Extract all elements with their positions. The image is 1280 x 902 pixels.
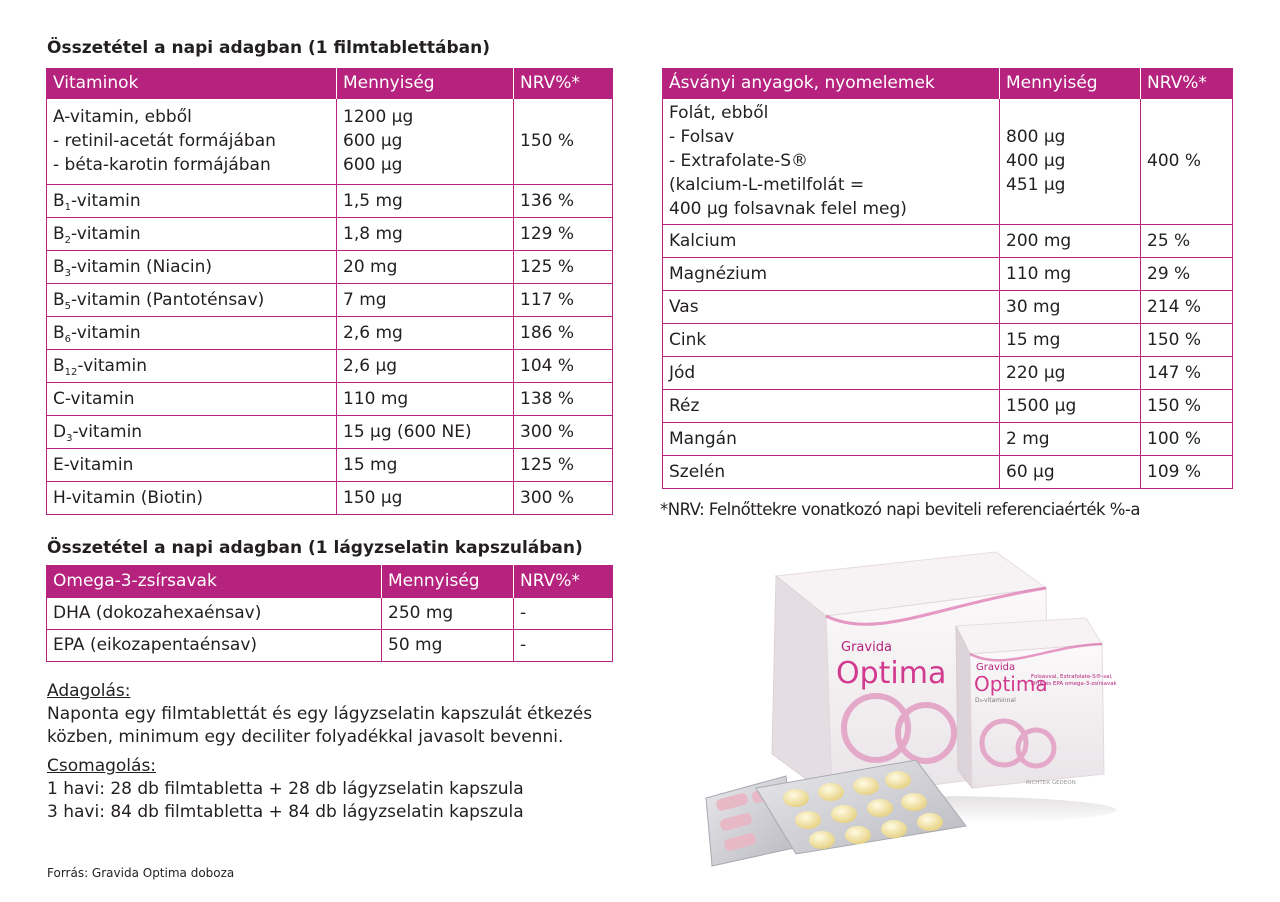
nutrient-name	[47, 316, 337, 349]
table-row	[47, 316, 613, 349]
nutrient-subscript: 1	[64, 201, 72, 213]
table-row	[663, 356, 1233, 389]
nutrient-amount: 20 mg	[337, 250, 514, 283]
nutrient-name: Folát, ebből - Folsav - Extrafolate-S® (kalcium-L-metilfolát = 400 µg folsavnak felel meg)	[663, 98, 1000, 224]
nutrient-name: H-vitamin (Biotin)	[47, 481, 337, 514]
nutrient-suffix: -vitamin	[71, 190, 141, 211]
nutrient-name	[47, 349, 337, 382]
nutrient-amount: 2 mg	[1000, 422, 1141, 455]
amount-column-header: Mennyiség	[382, 565, 514, 597]
nutrient-letter: B	[53, 256, 65, 277]
table-row	[663, 389, 1233, 422]
nutrient-name: E-vitamin	[47, 448, 337, 481]
vitamins-table-header	[47, 68, 613, 98]
table-row	[47, 250, 613, 283]
nutrient-name: Mangán	[663, 422, 1000, 455]
nutrient-nrv: 100 %	[1141, 422, 1233, 455]
nrv-footnote: *NRV: Felnőttekre vonatkozó napi beviteli referenciaérték %-a	[660, 500, 1141, 519]
nutrient-suffix: -vitamin	[71, 322, 141, 343]
nutrient-nrv: 147 %	[1141, 356, 1233, 389]
nutrient-nrv: 104 %	[514, 349, 613, 382]
nutrient-amount: 1,8 mg	[337, 217, 514, 250]
nutrient-amount: 15 µg (600 NE)	[337, 415, 514, 448]
product-illustration	[686, 548, 1116, 872]
nutrient-nrv: 400 %	[1141, 98, 1233, 224]
nutrient-amount: 1500 µg	[1000, 389, 1141, 422]
omega3-column-header: Omega-3-zsírsavak	[47, 565, 382, 597]
nutrient-nrv: 300 %	[514, 415, 613, 448]
nutrient-subscript: 3	[66, 432, 73, 444]
nutrient-amount: 1200 µg 600 µg 600 µg	[337, 98, 514, 184]
nutrient-suffix: -vitamin	[71, 223, 141, 244]
nutrient-amount: 150 µg	[337, 481, 514, 514]
box-title-large: Optima	[836, 656, 947, 691]
table-row	[47, 448, 613, 481]
nutrient-name: EPA (eikozapentaénsav)	[47, 629, 382, 661]
nutrient-amount: 110 mg	[1000, 257, 1141, 290]
table-row	[663, 323, 1233, 356]
nutrient-amount: 30 mg	[1000, 290, 1141, 323]
nutrient-amount: 200 mg	[1000, 224, 1141, 257]
nutrient-amount: 110 mg	[337, 382, 514, 415]
nutrient-suffix: -vitamin	[72, 421, 143, 442]
nutrient-amount: 60 µg	[1000, 455, 1141, 488]
table-row	[663, 422, 1233, 455]
dosage-text: Naponta egy filmtablettát és egy lágyzselatin kapszulát étkezés közben, minimum egy deciliter folyadékkal javasolt bevenni.	[47, 704, 593, 747]
nutrient-nrv: 129 %	[514, 217, 613, 250]
amount-column-header: Mennyiség	[1000, 68, 1141, 98]
minerals-table	[662, 68, 1233, 489]
table-row	[47, 629, 613, 661]
nutrient-name	[47, 217, 337, 250]
nutrient-nrv: 138 %	[514, 382, 613, 415]
table-row	[47, 184, 613, 217]
nutrient-amount: 2,6 µg	[337, 349, 514, 382]
nutrient-name	[47, 250, 337, 283]
table-row	[47, 283, 613, 316]
table-row	[663, 455, 1233, 488]
table-row	[663, 257, 1233, 290]
product-image	[686, 548, 1116, 872]
nutrient-name: Cink	[663, 323, 1000, 356]
minerals-column-header: Ásványi anyagok, nyomelemek	[663, 68, 1000, 98]
nutrient-name: Szelén	[663, 455, 1000, 488]
nutrient-name	[47, 415, 337, 448]
table-row	[47, 349, 613, 382]
nrv-column-header: NRV%*	[514, 68, 613, 98]
nutrient-amount: 250 mg	[382, 597, 514, 629]
table-row	[47, 98, 613, 184]
nutrient-nrv: 29 %	[1141, 257, 1233, 290]
table-row	[47, 597, 613, 629]
nutrient-name: Vas	[663, 290, 1000, 323]
nutrient-nrv: 150 %	[1141, 389, 1233, 422]
nutrient-letter: B	[53, 190, 65, 211]
packaging-line: 1 havi: 28 db filmtabletta + 28 db lágyzselatin kapszula	[47, 779, 524, 799]
capsule-section-heading: Összetétel a napi adagban (1 lágyzselatin kapszulában)	[47, 538, 583, 558]
table-row	[663, 98, 1233, 224]
nutrient-letter: B	[53, 223, 65, 244]
nutrient-name: Magnézium	[663, 257, 1000, 290]
nutrient-nrv: 25 %	[1141, 224, 1233, 257]
nutrient-subscript: 12	[64, 366, 78, 378]
nutrient-nrv: 150 %	[1141, 323, 1233, 356]
vitamins-column-header: Vitaminok	[47, 68, 337, 98]
nutrient-subscript: 2	[64, 234, 72, 246]
source-note: Forrás: Gravida Optima doboza	[47, 866, 235, 880]
omega3-table-header	[47, 565, 613, 597]
nutrient-subscript: 5	[64, 300, 72, 312]
tablet-section-heading: Összetétel a napi adagban (1 filmtablettában)	[47, 38, 491, 58]
box-title-small: Optima	[974, 672, 1048, 696]
box-brand-large: Gravida	[841, 640, 892, 655]
table-row	[47, 382, 613, 415]
nutrient-name: DHA (dokozahexaénsav)	[47, 597, 382, 629]
box-claim: Folsavval, Extrafolate-S®-sal, DHA és EPA omega-3-zsírsavakkal	[1031, 674, 1116, 687]
nutrient-amount: 1,5 mg	[337, 184, 514, 217]
nutrient-nrv: 150 %	[514, 98, 613, 184]
table-row	[663, 290, 1233, 323]
box-tagline: D₃-vitaminnal	[975, 697, 1016, 704]
amount-column-header: Mennyiség	[337, 68, 514, 98]
nrv-column-header: NRV%*	[514, 565, 613, 597]
product-box-small	[956, 618, 1116, 788]
vitamins-table	[46, 68, 613, 515]
nutrient-letter: B	[53, 322, 65, 343]
nutrient-nrv: 125 %	[514, 448, 613, 481]
nutrient-name: Réz	[663, 389, 1000, 422]
nutrient-subscript: 6	[64, 333, 72, 345]
table-row	[47, 481, 613, 514]
nutrient-amount: 15 mg	[1000, 323, 1141, 356]
nutrient-letter: B	[53, 355, 65, 376]
nutrient-suffix: -vitamin	[77, 355, 148, 376]
nutrient-name: Kalcium	[663, 224, 1000, 257]
nutrient-nrv: 125 %	[514, 250, 613, 283]
nutrient-name	[47, 283, 337, 316]
nutrient-nrv: 300 %	[514, 481, 613, 514]
box-manufacturer: RICHTER GEDEON	[1026, 780, 1076, 786]
nutrient-amount: 220 µg	[1000, 356, 1141, 389]
table-row	[47, 217, 613, 250]
nutrient-name: A-vitamin, ebből - retinil-acetát formájában - béta-karotin formájában	[47, 98, 337, 184]
nutrient-name	[47, 184, 337, 217]
nutrient-nrv: -	[514, 629, 613, 661]
nutrient-nrv: -	[514, 597, 613, 629]
nutrient-nrv: 109 %	[1141, 455, 1233, 488]
nutrient-nrv: 117 %	[514, 283, 613, 316]
nutrient-subscript: 3	[64, 267, 72, 279]
nutrient-letter: B	[53, 289, 65, 310]
box-brand-small: Gravida	[976, 662, 1016, 673]
nutrient-name: C-vitamin	[47, 382, 337, 415]
nutrient-amount: 50 mg	[382, 629, 514, 661]
dosage-label: Adagolás:	[47, 681, 131, 701]
nutrient-name: Jód	[663, 356, 1000, 389]
nutrient-letter: D	[53, 421, 67, 442]
nutrient-nrv: 186 %	[514, 316, 613, 349]
nutrient-suffix: -vitamin (Niacin)	[71, 256, 213, 277]
packaging-label: Csomagolás:	[47, 756, 157, 776]
nrv-column-header: NRV%*	[1141, 68, 1233, 98]
nutrient-suffix: -vitamin (Pantoténsav)	[71, 289, 265, 310]
minerals-table-header	[663, 68, 1233, 98]
omega3-table	[46, 565, 613, 662]
packaging-line: 3 havi: 84 db filmtabletta + 84 db lágyzselatin kapszula	[47, 802, 524, 822]
nutrient-nrv: 136 %	[514, 184, 613, 217]
usage-info	[47, 680, 647, 824]
nutrient-amount: 2,6 mg	[337, 316, 514, 349]
nutrient-amount: 15 mg	[337, 448, 514, 481]
nutrient-amount: 7 mg	[337, 283, 514, 316]
table-row	[47, 415, 613, 448]
nutrient-nrv: 214 %	[1141, 290, 1233, 323]
table-row	[663, 224, 1233, 257]
nutrient-amount: 800 µg 400 µg 451 µg	[1000, 98, 1141, 224]
